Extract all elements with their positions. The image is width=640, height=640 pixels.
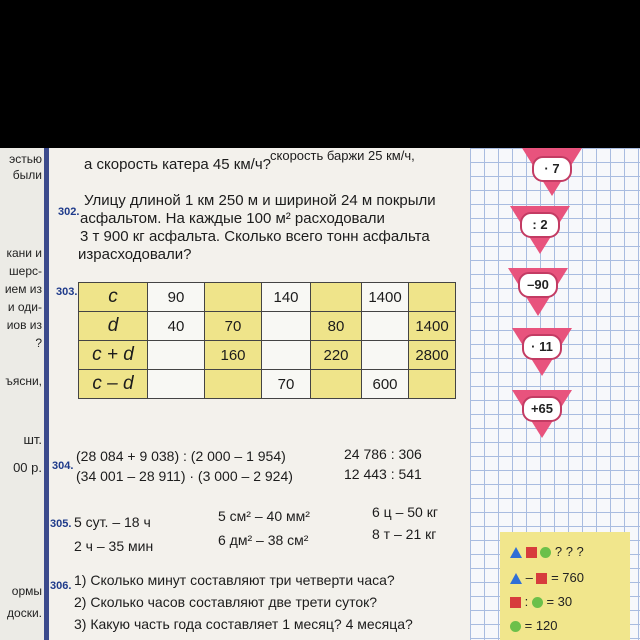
left-fragment-text: были <box>12 168 42 182</box>
table-cell: 1400 <box>409 312 456 341</box>
textbook-page <box>0 148 640 640</box>
table-cell: 600 <box>362 370 409 399</box>
left-fragment-text: эстью <box>9 152 42 166</box>
p301-tail-line: скорость баржи 25 км/ч, <box>270 148 415 163</box>
puzzle-equation: = 120 <box>524 618 558 633</box>
p304-division: 24 786 : 306 <box>344 446 422 462</box>
left-fragment-text: ъясни, <box>5 374 42 388</box>
p305-item: 8 т – 21 кг <box>372 526 437 542</box>
table-cell <box>205 283 262 312</box>
p305-item: 2 ч – 35 мин <box>74 538 154 554</box>
left-fragment-text: доски. <box>7 606 42 620</box>
puzzle-line <box>510 544 584 559</box>
left-fragment-text: ормы <box>11 584 42 598</box>
p302-line: Улицу длиной 1 км 250 м и шириной 24 м покрыли <box>84 192 436 209</box>
circle-icon <box>510 621 521 632</box>
table-cell: 220 <box>311 341 362 370</box>
table-cell: 140 <box>262 283 311 312</box>
square-icon <box>536 573 547 584</box>
p302-line: асфальтом. На каждые 100 м² расходовали <box>80 210 385 227</box>
p301-tail-line: а скорость катера 45 км/ч? <box>84 156 271 173</box>
p302-number: 302. <box>58 206 80 218</box>
table-cell: 70 <box>205 312 262 341</box>
left-page-fragment <box>0 148 44 640</box>
puzzle-equation: = 760 <box>551 570 584 585</box>
p303-table <box>78 282 456 399</box>
square-icon <box>510 597 521 608</box>
p304-division: 12 443 : 541 <box>344 466 422 482</box>
p306-line: 3) Какую часть года составляет 1 месяц? 4 месяца? <box>74 616 413 632</box>
table-row <box>79 312 456 341</box>
triangle-label: : 2 <box>520 212 560 238</box>
p305-number: 305. <box>50 518 72 530</box>
table-cell <box>409 283 456 312</box>
left-fragment-text: шерс- <box>9 264 42 278</box>
p302-line: 3 т 900 кг асфальта. Сколько всего тонн асфальта <box>80 228 430 245</box>
table-header-cell: c – d <box>79 370 148 399</box>
triangle-label: +65 <box>522 396 562 422</box>
puzzle-equation: = 30 <box>546 594 573 609</box>
square-icon <box>526 547 537 558</box>
table-cell: 80 <box>311 312 362 341</box>
p306-line: 2) Сколько часов составляют две трети суток? <box>74 594 378 610</box>
table-cell <box>148 370 205 399</box>
table-header-cell: c <box>79 283 148 312</box>
table-cell <box>148 341 205 370</box>
table-cell <box>262 341 311 370</box>
p305-item: 5 сут. – 18 ч <box>74 514 151 530</box>
table-row <box>79 283 456 312</box>
p304-expression: (28 084 + 9 038) : (2 000 – 1 954) <box>76 448 286 464</box>
left-fragment-text: ием из <box>4 282 42 296</box>
triangle-label: · 7 <box>532 156 572 182</box>
table-cell: 1400 <box>362 283 409 312</box>
left-fragment-text: и оди- <box>7 300 42 314</box>
table-cell <box>205 370 262 399</box>
table-cell <box>362 341 409 370</box>
page-margin-line <box>44 148 49 640</box>
triangle-label: · 11 <box>522 334 562 360</box>
shape-puzzle-box <box>500 532 630 640</box>
puzzle-line: : = 30 <box>510 594 572 609</box>
table-row <box>79 370 456 399</box>
left-fragment-text: 00 р. <box>13 460 42 475</box>
circle-icon <box>532 597 543 608</box>
p304-number: 304. <box>52 460 74 472</box>
table-cell: 90 <box>148 283 205 312</box>
left-fragment-text: ? <box>35 336 42 350</box>
table-cell <box>262 312 311 341</box>
table-cell <box>311 370 362 399</box>
p304-expression: (34 001 – 28 911) · (3 000 – 2 924) <box>76 468 293 484</box>
left-fragment-text: шт. <box>23 432 42 447</box>
triangle-label: –90 <box>518 272 558 298</box>
left-fragment-text: иов из <box>6 318 42 332</box>
table-cell: 2800 <box>409 341 456 370</box>
puzzle-line <box>510 618 558 633</box>
p306-line: 1) Сколько минут составляют три четверти часа? <box>74 572 395 588</box>
left-fragment-text: кани и <box>6 246 42 260</box>
p302-line: израсходовали? <box>78 246 192 263</box>
triangle-icon <box>510 547 522 558</box>
p303-number: 303. <box>56 286 78 298</box>
table-header-cell: c + d <box>79 341 148 370</box>
p305-item: 6 ц – 50 кг <box>372 504 438 520</box>
p306-number: 306. <box>50 580 72 592</box>
p305-item: 5 см² – 40 мм² <box>218 508 310 524</box>
circle-icon <box>540 547 551 558</box>
puzzle-line: – = 760 <box>510 570 584 585</box>
table-cell <box>362 312 409 341</box>
table-cell <box>311 283 362 312</box>
triangle-icon <box>510 573 522 584</box>
puzzle-question: ? ? ? <box>554 544 584 559</box>
table-cell <box>409 370 456 399</box>
table-cell: 40 <box>148 312 205 341</box>
table-row <box>79 341 456 370</box>
table-cell: 160 <box>205 341 262 370</box>
p305-item: 6 дм² – 38 см² <box>218 532 309 548</box>
table-cell: 70 <box>262 370 311 399</box>
table-header-cell: d <box>79 312 148 341</box>
